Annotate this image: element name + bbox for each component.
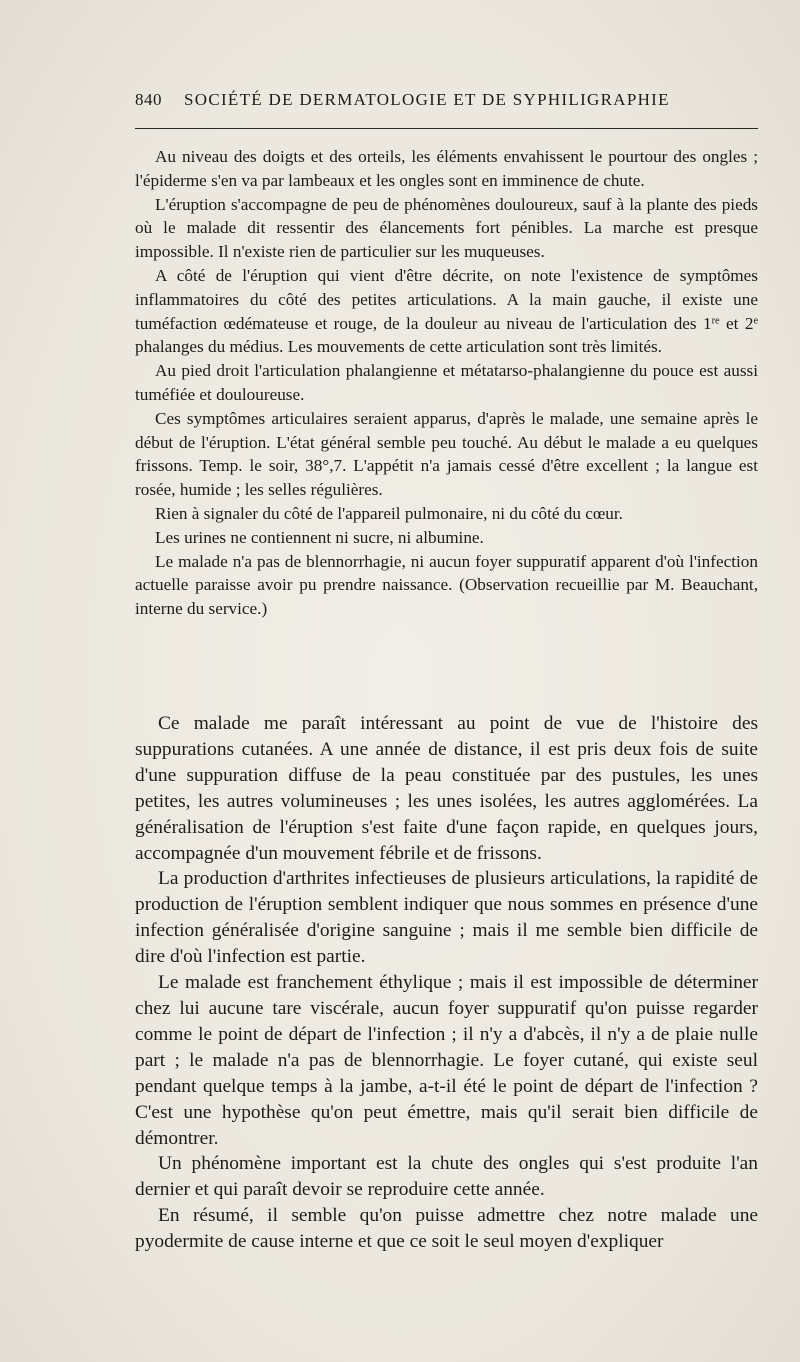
commentary-paragraph: Ce malade me paraît intéressant au point de vue de l'histoire des suppurations cutanées. A une année de distance, il est pris deux fois de suite d'une suppuration diffuse de la peau constituée par des pustules, les unes petites, les autres volumineuses ; les unes isolées, les autres agglomérées. La généralisation de l'éruption s'est faite d'une façon rapide, en quelques jours, accompagnée d'un mouvement fébrile et de frissons. (135, 713, 758, 864)
observation-paragraph: Ces symptômes articulaires seraient apparus, d'après le malade, une semaine après le début de l'éruption. L'état général semble peu touché. Au début le malade a eu quelques frissons. Temp. le soir, 38°,7. L'appétit n'a jamais cessé d'être excellent ; la langue est rosée, humide ; les selles régulières. (135, 408, 758, 500)
observation-paragraph: Au pied droit l'articulation phalangienne et métatarso-phalangienne du pouce est aussi tuméfiée et douloureuse. (135, 361, 758, 404)
text-run: A côté de l'éruption qui vient d'être décrite, on note l'existence de symptômes inflammatoires du côté des petites articulations. A la main gauche, il existe une tuméfaction œdémateuse et rouge, de la douleur au niveau de l'articulation des 1re et 2e phalanges du médius. Les mouvements de cette articulation sont très limités. (135, 265, 759, 357)
commentary-paragraph: Le malade est franchement éthylique ; mais il est impossible de déterminer chez lui aucune tare viscérale, aucun foyer suppuratif qu'on puisse regarder comme le point de départ de l'infection ; il n'y a d'abcès, il n'y a de plaie nulle part ; le malade n'a pas de blennorrhagie. Le foyer cutané, qui existe seul pendant quelque temps à la jambe, a-t-il été le point de départ de l'infection ? C'est une hypothèse qu'on peut émettre, mais qu'il serait bien difficile de démontrer. (135, 972, 758, 1149)
ordinal-number: 2 (744, 313, 754, 333)
running-title: SOCIÉTÉ DE DERMATOLOGIE ET DE SYPHILIGRAPHIE (184, 90, 670, 109)
header-rule (135, 128, 758, 129)
ordinal-suffix: e (753, 314, 759, 326)
ordinal-suffix: re (711, 314, 720, 326)
running-header (135, 90, 763, 110)
observation-block (135, 145, 758, 621)
page-number: 840 (135, 90, 162, 109)
observation-paragraph (135, 264, 758, 359)
observation-paragraph: Les urines ne contiennent ni sucre, ni albumine. (155, 527, 484, 547)
commentary-paragraph: Un phénomène important est la chute des ongles qui s'est produite l'an dernier et qui paraît devoir se reproduire cette année. (135, 1153, 758, 1201)
commentary-paragraph: La production d'arthrites infectieuses de plusieurs articulations, la rapidité de production de l'éruption semblent indiquer que nous sommes en présence d'une infection généralisée d'origine sanguine ; mais il me semble bien difficile de dire d'où l'infection est partie. (135, 868, 758, 968)
observation-paragraph: Le malade n'a pas de blennorrhagie, ni aucun foyer suppuratif apparent d'où l'infection actuelle paraisse avoir pu prendre naissance. (Observation recueillie par M. Beauchant, interne du service.) (135, 551, 758, 619)
commentary-block (135, 711, 758, 1255)
observation-paragraph: Rien à signaler du côté de l'appareil pulmonaire, ni du côté du cœur. (155, 503, 623, 523)
observation-paragraph: L'éruption s'accompagne de peu de phénomènes douloureux, sauf à la plante des pieds où le malade dit ressentir des élancements fort pénibles. La marche est presque impossible. Il n'existe rien de particulier sur les muqueuses. (135, 194, 758, 262)
ordinal-number: 1 (703, 313, 712, 333)
commentary-paragraph: En résumé, il semble qu'on puisse admettre chez notre malade une pyodermite de cause interne et que ce soit le seul moyen d'expliquer (135, 1205, 758, 1253)
observation-paragraph: Au niveau des doigts et des orteils, les éléments envahissent le pourtour des ongles ; l'épiderme s'en va par lambeaux et les ongles sont en imminence de chute. (135, 147, 758, 190)
